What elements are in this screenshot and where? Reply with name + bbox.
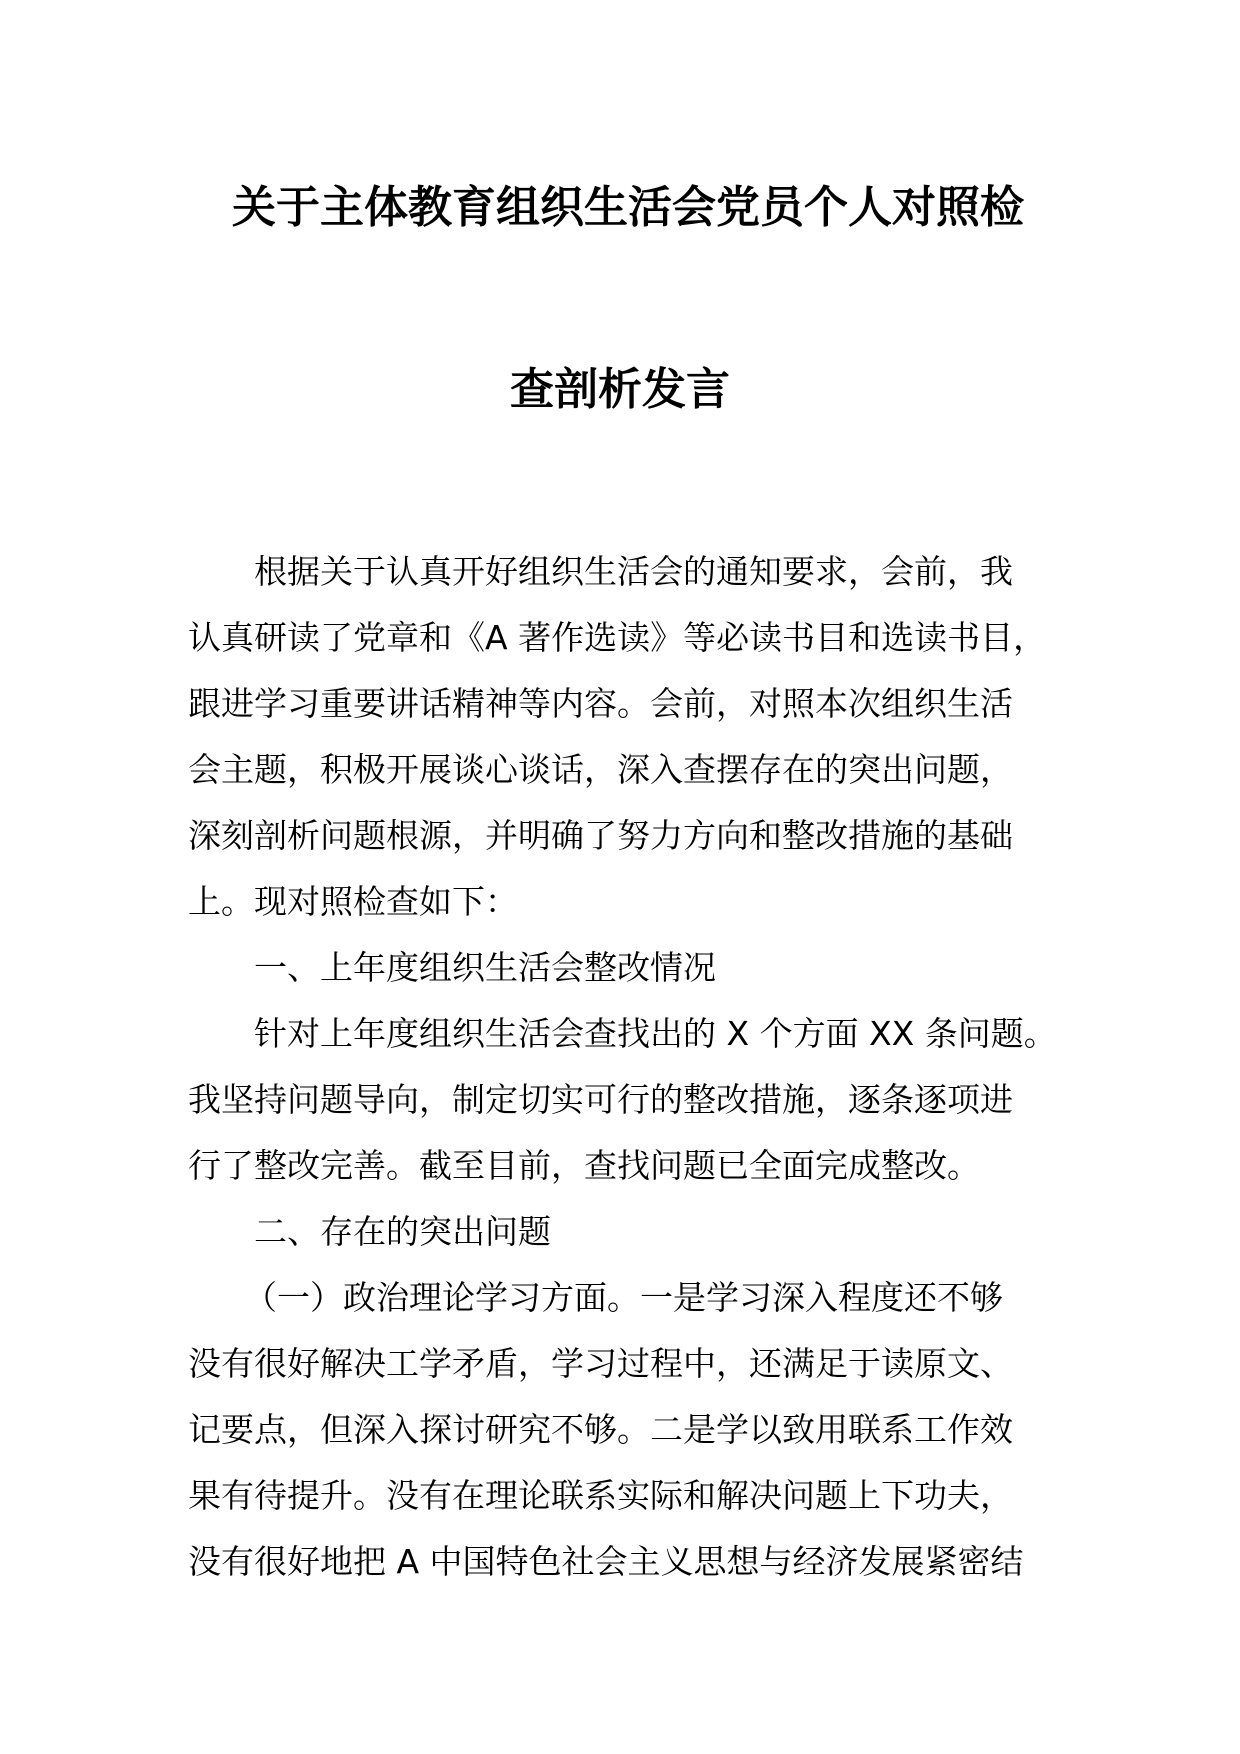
paragraph-issues-line-3: 记要点，但深入探讨研究不够。二是学以致用联系工作效 — [188, 1410, 1013, 1449]
paragraph-intro-line-5: 深刻剖析问题根源，并明确了努力方向和整改措施的基础 — [188, 816, 1013, 855]
paragraph-issues-line-2: 没有很好解决工学矛盾，学习过程中，还满足于读原文、 — [188, 1344, 1013, 1383]
document-title-line-2: 查剖析发言 — [510, 364, 730, 415]
document-title-line-1: 关于主体教育组织生活会党员个人对照检 — [232, 182, 1024, 233]
section-heading-2: 二、存在的突出问题 — [254, 1212, 551, 1251]
paragraph-issues-line-1: （一）政治理论学习方面。一是学习深入程度还不够 — [244, 1278, 1003, 1317]
paragraph-intro-line-2: 认真研读了党章和《A 著作选读》等必读书目和选读书目， — [188, 618, 1047, 657]
paragraph-intro-line-6: 上。现对照检查如下： — [188, 882, 518, 921]
paragraph-issues-line-5: 没有很好地把 A 中国特色社会主义思想与经济发展紧密结 — [188, 1542, 1024, 1581]
paragraph-intro-line-1: 根据关于认真开好组织生活会的通知要求，会前，我 — [254, 552, 1013, 591]
paragraph-intro-line-3: 跟进学习重要讲话精神等内容。会前，对照本次组织生活 — [188, 684, 1013, 723]
paragraph-intro-line-4: 会主题，积极开展谈心谈话，深入查摆存在的突出问题， — [188, 750, 1013, 789]
paragraph-issues-line-4: 果有待提升。没有在理论联系实际和解决问题上下功夫， — [188, 1476, 1013, 1515]
paragraph-rectification-line-3: 行了整改完善。截至目前，查找问题已全面完成整改。 — [188, 1146, 980, 1185]
paragraph-rectification-line-1: 针对上年度组织生活会查找出的 X 个方面 XX 条问题。 — [254, 1014, 1057, 1053]
paragraph-rectification-line-2: 我坚持问题导向，制定切实可行的整改措施，逐条逐项进 — [188, 1080, 1013, 1119]
section-heading-1: 一、上年度组织生活会整改情况 — [254, 948, 716, 987]
